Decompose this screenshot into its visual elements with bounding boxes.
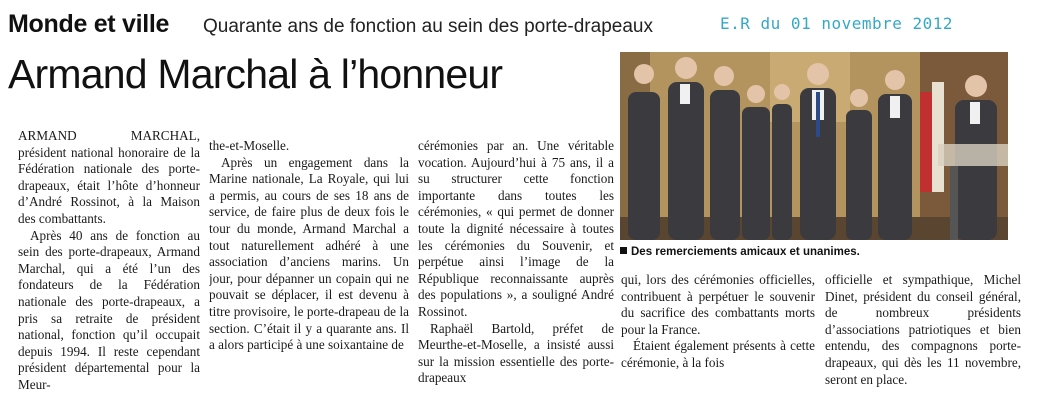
caption-bullet-icon — [620, 247, 627, 254]
article-column-4 — [621, 272, 815, 400]
photo-caption-text: Des remerciements amicaux et unanimes. — [631, 246, 860, 258]
paragraph: Après un engagement dans la Marine nationale, La Royale, qui lui a permis, au cours de ses 18 ans de service, de faire plus de deux fois le tour du monde, Armand Marchal a tout naturellement adhéré à une association d’anciens marins. Un jour, pour dépanner un copain qui ne pouvait se déplacer, il est devenu à titre provisoire, le porte-drapeau de la section. C’était il y a quarante ans. Il a alors participé à une soixantaine de — [209, 154, 409, 353]
photo-illustration — [620, 52, 1008, 240]
date-stamp: E.R du 01 novembre 2012 — [720, 14, 954, 33]
article-title: Armand Marchal à l’honneur — [8, 51, 503, 97]
article-column-5 — [825, 272, 1021, 400]
paragraph: qui, lors des cérémonies officielles, contribuent à perpétuer le souvenir du sacrifice des combattants morts pour la France. — [621, 272, 815, 337]
paragraph: Étaient également présents à cette cérémonie, à la fois — [621, 338, 815, 370]
paragraph: ARMAND MARCHAL, président national honoraire de la Fédération nationale des porte-drapeaux, était l’hôte d’honneur d’André Rossinot, à la Maison des combattants. — [18, 128, 200, 226]
article-column-1 — [18, 128, 200, 400]
section-rubric: Monde et ville — [8, 10, 170, 38]
paragraph: officielle et sympathique, Michel Dinet, président du conseil général, de nombreux présidents d’associations patriotiques et bien entendu, des compagnons porte-drapeaux, qui dès les 11 novembre, seront en place. — [825, 272, 1021, 387]
top-rule — [0, 0, 1047, 4]
article-column-3 — [418, 138, 614, 400]
paragraph: Après 40 ans de fonction au sein des porte-drapeaux, Armand Marchal, qui a été l’un des fondateurs de la Fédération nationale des porte-drapeaux, a pris sa retraite de président national, fonction qu’il occupait depuis 1994. Il reste cependant président départemental pour la Meur- — [18, 227, 200, 392]
article-column-2 — [209, 138, 409, 400]
paragraph: Raphaël Bartold, préfet de Meurthe-et-Moselle, a insisté aussi sur la mission essentielle des porte-drapeaux — [418, 320, 614, 386]
paragraph: cérémonies par an. Une véritable vocation. Aujourd’hui à 75 ans, il a su structurer cette fonction importante dans toutes les cérémonies, « qui permet de donner toute la dignité nécessaire à toutes les cérémonies du Souvenir, et perpétue ainsi l’image de la République reconnaissante auprès des populations », a souligné André Rossinot. — [418, 138, 614, 319]
article-photo — [620, 52, 1008, 240]
section-subrubric: Quarante ans de fonction au sein des porte-drapeaux — [203, 16, 653, 37]
paragraph: the-et-Moselle. — [209, 138, 290, 153]
photo-caption — [620, 246, 1020, 258]
